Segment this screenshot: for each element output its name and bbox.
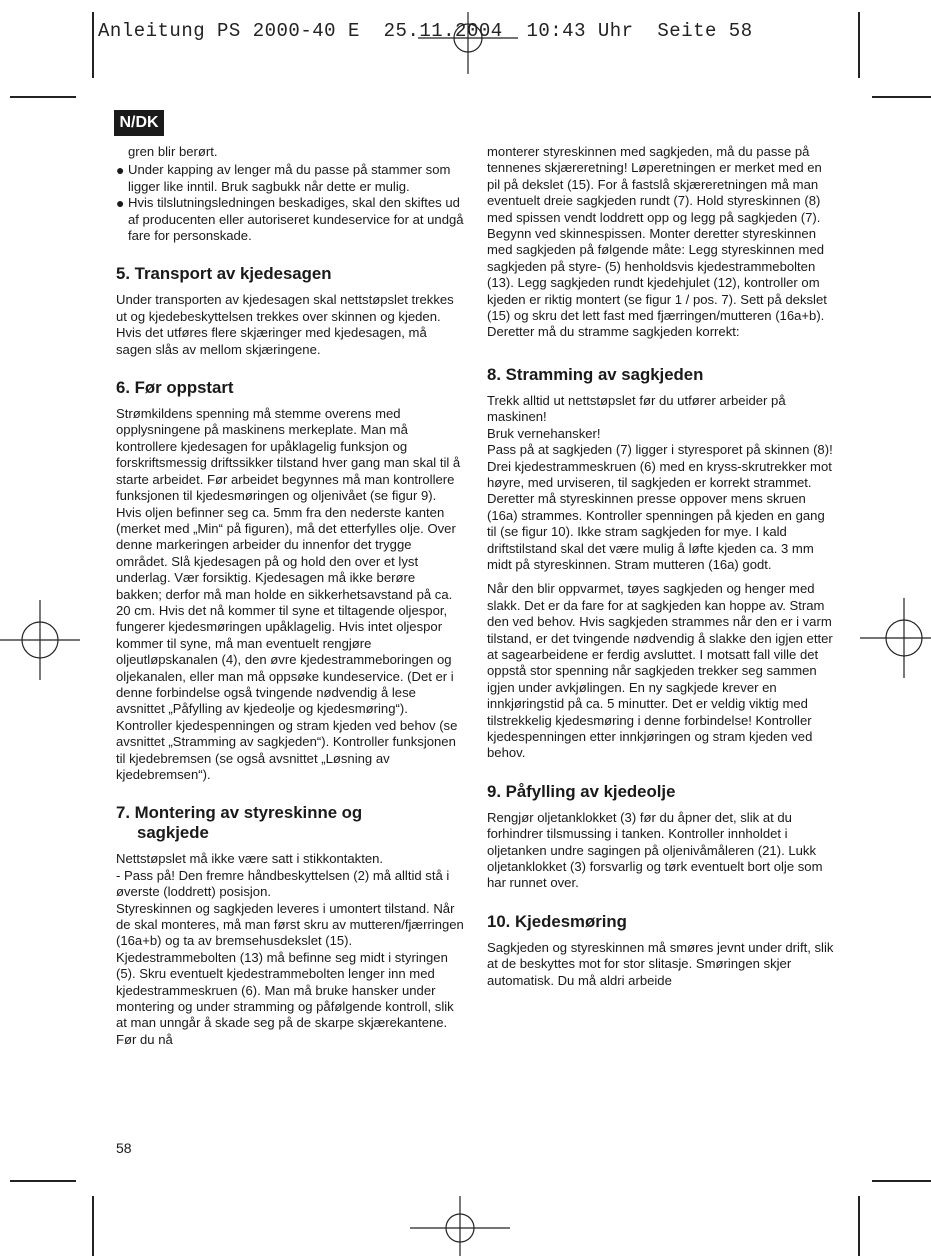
- crop-mark: [92, 1196, 94, 1256]
- paragraph: Sagkjeden og styreskinnen må smøres jevnt under drift, slik at de beskyttes mot for stor slitasje. Smøringen skjer automatisk. Du må aldri arbeide: [487, 939, 834, 988]
- section-heading: 10. Kjedesmøring: [487, 911, 627, 931]
- print-header: Anleitung PS 2000-40 E 25.11.2004 10:43 Uhr Seite 58: [98, 20, 753, 42]
- page-number: 58: [116, 1140, 132, 1156]
- left-column: [116, 144, 464, 1048]
- registration-mark-bottom: [410, 1196, 510, 1256]
- paragraph: Trekk alltid ut nettstøpslet før du utfører arbeider på maskinen!: [487, 392, 786, 425]
- bullet-item: ● Hvis tilslutningsledningen beskadiges, skal den skiftes ud af producenten eller autoriseret kundeservice for at undgå fare for personskade.: [116, 195, 464, 244]
- section-heading: 7. Montering av styreskinne og sagkjede: [116, 803, 363, 843]
- crop-mark: [872, 96, 931, 98]
- paragraph: Under transporten av kjedesagen skal nettstøpslet trekkes ut og kjedebeskyttelsen trekkes over skinnen og kjeden. Hvis det utføres flere skjæringer med kjedesagen, må sagen slås av mellom skjæringene.: [116, 292, 454, 357]
- section-heading: 8. Stramming av sagkjeden: [487, 364, 704, 384]
- crop-mark: [92, 12, 94, 78]
- paragraph: Når den blir oppvarmet, tøyes sagkjeden og henger med slakk. Det er da fare for at sagkjeden kan hoppe av. Stram den ved behov. Hvis sagkjeden strammes når den er i varm tilstand, er det tvingende nødvendig å slakke den igjen etter at sagearbeidene er ferdig avsluttet. I motsatt fall ville det oppstå stor spenning når sagkjeden trekker seg sammen igjen under avkjølingen. En ny sagkjede krever en innkjøringstid på ca. 5 minutter. Det er veldig viktig med tilstrekkelig kjedesmøring i denne forbindelse! Kontroller kjedespenningen etter innkjøringen og stram kjeden ved behov.: [487, 581, 833, 761]
- continued-text: gren blir berørt.: [128, 144, 218, 159]
- paragraph: Pass på at sagkjeden (7) ligger i styresporet på skinnen (8)! Drei kjedestrammeskruen (6) med en kryss-skrutrekker mot høyre, med urviseren, til sagkjeden er korrekt strammet. Deretter må styreskinnen presse oppover mens skruen (16a) strammes. Kontroller spenningen på kjeden en gang til (se figur 10). Ikke stram sagkjeden for mye. I kald driftstilstand skal det være mulig å løfte kjeden ca. 3 mm midt på styreskinnen. Stram mutteren (16a) godt.: [487, 442, 833, 572]
- paragraph: Styreskinnen og sagkjeden leveres i umontert tilstand. Når de skal monteres, må man først skru av mutteren/fjærringen (16a+b) og ta av bremsehusdekslet (15). Kjedestrammebolten (13) må befinne seg midt i styringen (5). Skru eventuelt kjedestrammebolten lenger inn med kjedestrammeskruen (6). Man må bruke hansker under montering og under stramming og påfølgende kontroll, slik at man unngår å skade seg på de skarpe skjærekantene. Før du nå: [116, 900, 464, 1047]
- bullet-icon: ●: [116, 195, 125, 212]
- paragraph: - Pass på! Den fremre håndbeskyttelsen (2) må alltid stå i øverste (loddrett) posisjon.: [116, 867, 450, 900]
- section-heading: 9. Påfylling av kjedeolje: [487, 781, 676, 801]
- registration-mark-right: [860, 598, 931, 678]
- paragraph: Strømkildens spenning må stemme overens med opplysningene på maskinens merkeplate. Man må kontrollere kjedesagen for upåklagelig funksjon og forskriftsmessig driftssikker tilstand hver gang man skal til å starte arbeidet. Før arbeidet begynnes må man kontrollere funksjonen til kjedesmøringen og oljenivået (se figur 9). Hvis oljen befinner seg ca. 5mm fra den nederste kanten (merket med „Min“ på figuren), må det etterfylles olje. Over denne markeringen arbeider du innenfor det trygge området. Slå kjedesagen på og hold den over et lyst underlag. Vær forsiktig. Kjedesagen må ikke berøre bakken; derfor må man holde en sikkerhetsavstand på ca. 20 cm. Hvis det nå kommer til syne et tiltagende oljespor, fungerer kjedesmøringen upåklagelig. Hvis intet oljespor kommer til syne, må man eventuelt rengjøre oljeutløpskanalen (4), den øvre kjedestrammeboringen og oljekanalen, eller man må oppsøke kundeservice. (Det er i denne forbindelse også tvingende nødvendig å lese avsnittet „Påfylling av kjedeolje og kjedesmøring“). Kontroller kjedespenningen og stram kjeden ved behov (se avsnittet „Stramming av sagkjeden“). Kontroller funksjonen til kjedebremsen (se også avsnittet „Løsning av kjedebremsen“).: [116, 406, 461, 782]
- crop-mark: [10, 1180, 76, 1182]
- paragraph: monterer styreskinnen med sagkjeden, må du passe på tennenes skjæreretning! Løperetningen er merket med en pil på dekslet (15). For å fastslå skjæreretningen må man eventuelt dreie sagkjeden rundt (7). Hold styreskinnen (8) med spissen vendt loddrett opp og legg på sagkjeden (7). Begynn ved skinnespissen. Monter deretter styreskinnen med sagkjeden på følgende måte: Legg styreskinnen med sagkjeden på styre- (5) henholdsvis kjedestrammebolten (13). Legg sagkjeden rundt kjedehjulet (12), kontroller om kjeden er riktig montert (se figur 1 / pos. 7). Sett på dekslet (15) og skru det lett fast med fjærringen/mutteren (16a+b). Deretter må du stramme sagkjeden korrekt:: [487, 144, 827, 340]
- crop-mark: [10, 96, 76, 98]
- paragraph: Nettstøpslet må ikke være satt i stikkontakten.: [116, 851, 384, 867]
- paragraph: Bruk vernehansker!: [487, 425, 601, 441]
- bullet-item: ● Under kapping av lenger må du passe på stammer som ligger like inntil. Bruk sagbukk når dette er mulig.: [116, 162, 451, 194]
- section-heading: 5. Transport av kjedesagen: [116, 264, 332, 284]
- section-heading: 6. Før oppstart: [116, 378, 234, 398]
- crop-mark: [858, 12, 860, 78]
- bullet-icon: ●: [116, 162, 125, 179]
- language-tab: N/DK: [114, 110, 164, 136]
- right-column: [487, 144, 835, 989]
- registration-mark-left: [0, 600, 80, 680]
- crop-mark: [872, 1180, 931, 1182]
- paragraph: Rengjør oljetanklokket (3) før du åpner det, slik at du forhindrer tilsmussing i tanken. Kontroller innholdet i oljetanken undre sagingen på oljenivåmåleren (21). Lukk oljetanklokket (3) forsvarlig og tørk eventuelt bort olje som har runnet over.: [487, 809, 823, 891]
- crop-mark: [858, 1196, 860, 1256]
